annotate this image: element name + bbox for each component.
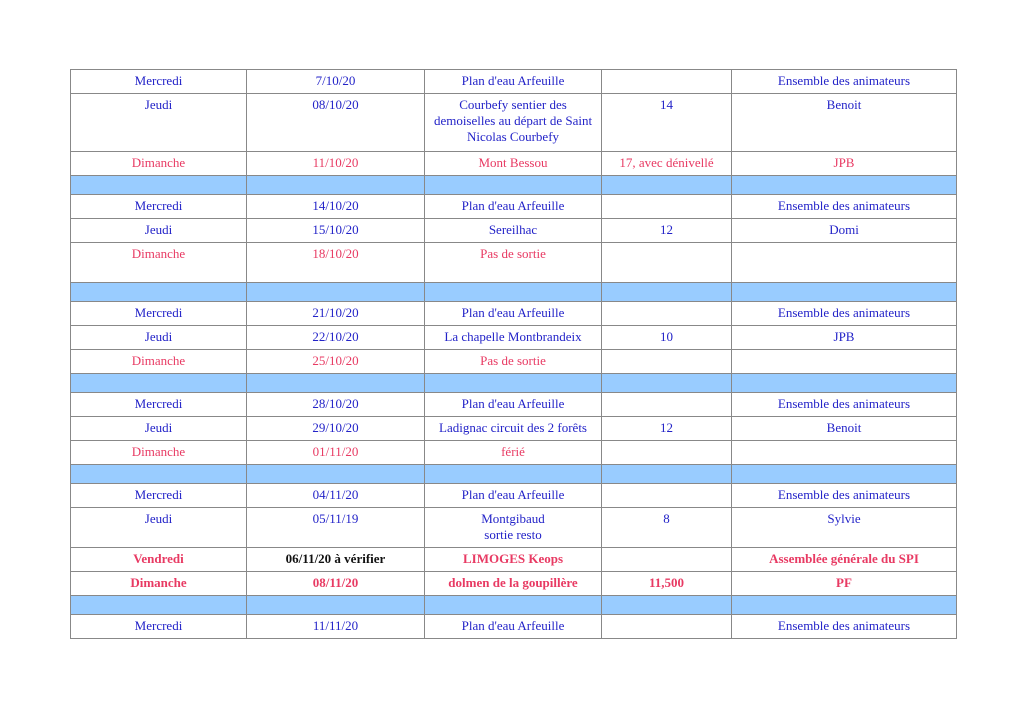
separator-cell [247,596,425,615]
separator-cell [247,374,425,393]
leader-cell: Benoit [732,94,957,152]
location-cell: Pas de sortie [425,243,602,283]
day-cell: Mercredi [71,302,247,326]
location-cell: La chapelle Montbrandeix [425,326,602,350]
separator-cell [602,283,732,302]
outing-row [71,152,957,176]
date-cell: 15/10/20 [247,219,425,243]
outing-row [71,350,957,374]
date-cell: 18/10/20 [247,243,425,283]
separator-cell [425,596,602,615]
leader-cell: JPB [732,326,957,350]
location-cell: Plan d'eau Arfeuille [425,195,602,219]
date-cell: 29/10/20 [247,417,425,441]
day-cell: Dimanche [71,350,247,374]
date-cell: 11/11/20 [247,615,425,639]
day-cell: Mercredi [71,70,247,94]
distance-cell: 10 [602,326,732,350]
week-separator-row [71,596,957,615]
distance-cell [602,441,732,465]
leader-cell: Ensemble des animateurs [732,393,957,417]
outing-row [71,195,957,219]
day-cell: Mercredi [71,393,247,417]
outing-row [71,326,957,350]
outing-row [71,548,957,572]
distance-cell: 11,500 [602,572,732,596]
date-cell: 01/11/20 [247,441,425,465]
separator-cell [425,283,602,302]
day-cell: Jeudi [71,508,247,548]
date-cell: 06/11/20 à vérifier [247,548,425,572]
distance-cell [602,243,732,283]
distance-cell [602,195,732,219]
day-cell: Dimanche [71,243,247,283]
date-cell: 7/10/20 [247,70,425,94]
leader-cell: Sylvie [732,508,957,548]
location-cell: Montgibaud sortie resto [425,508,602,548]
date-cell: 11/10/20 [247,152,425,176]
location-cell: Plan d'eau Arfeuille [425,70,602,94]
separator-cell [71,283,247,302]
outing-row [71,70,957,94]
day-cell: Jeudi [71,94,247,152]
location-cell: Sereilhac [425,219,602,243]
leader-cell: Ensemble des animateurs [732,615,957,639]
location-cell: dolmen de la goupillère [425,572,602,596]
location-cell: Pas de sortie [425,350,602,374]
separator-cell [602,465,732,484]
outing-row [71,94,957,152]
location-cell: Courbefy sentier des demoiselles au départ de Saint Nicolas Courbefy [425,94,602,152]
location-cell: LIMOGES Keops [425,548,602,572]
separator-cell [602,176,732,195]
date-cell: 22/10/20 [247,326,425,350]
date-cell: 25/10/20 [247,350,425,374]
location-cell: Ladignac circuit des 2 forêts [425,417,602,441]
distance-cell [602,484,732,508]
distance-cell: 8 [602,508,732,548]
outing-row [71,615,957,639]
date-cell: 21/10/20 [247,302,425,326]
separator-cell [425,176,602,195]
day-cell: Mercredi [71,615,247,639]
separator-cell [425,465,602,484]
outing-row [71,508,957,548]
date-cell: 04/11/20 [247,484,425,508]
location-cell: Plan d'eau Arfeuille [425,484,602,508]
day-cell: Mercredi [71,484,247,508]
distance-cell [602,615,732,639]
day-cell: Dimanche [71,152,247,176]
separator-cell [247,176,425,195]
leader-cell [732,350,957,374]
outing-row [71,302,957,326]
separator-cell [71,596,247,615]
outing-row [71,441,957,465]
day-cell: Vendredi [71,548,247,572]
day-cell: Dimanche [71,572,247,596]
separator-cell [732,465,957,484]
leader-cell [732,243,957,283]
outing-row [71,484,957,508]
separator-cell [732,176,957,195]
date-cell: 28/10/20 [247,393,425,417]
separator-cell [602,596,732,615]
date-cell: 14/10/20 [247,195,425,219]
separator-cell [247,465,425,484]
schedule-body [71,70,957,639]
day-cell: Jeudi [71,417,247,441]
week-separator-row [71,465,957,484]
separator-cell [732,374,957,393]
separator-cell [71,465,247,484]
outing-row [71,393,957,417]
separator-cell [425,374,602,393]
location-cell: férié [425,441,602,465]
day-cell: Jeudi [71,219,247,243]
leader-cell: JPB [732,152,957,176]
date-cell: 08/10/20 [247,94,425,152]
outing-row [71,219,957,243]
distance-cell: 17, avec dénivellé [602,152,732,176]
leader-cell: PF [732,572,957,596]
leader-cell: Assemblée générale du SPI [732,548,957,572]
leader-cell: Ensemble des animateurs [732,195,957,219]
distance-cell: 14 [602,94,732,152]
distance-cell [602,302,732,326]
location-cell: Mont Bessou [425,152,602,176]
distance-cell [602,350,732,374]
separator-cell [732,596,957,615]
location-cell: Plan d'eau Arfeuille [425,615,602,639]
separator-cell [247,283,425,302]
location-cell: Plan d'eau Arfeuille [425,393,602,417]
day-cell: Dimanche [71,441,247,465]
distance-cell: 12 [602,219,732,243]
location-cell: Plan d'eau Arfeuille [425,302,602,326]
week-separator-row [71,176,957,195]
leader-cell: Benoit [732,417,957,441]
day-cell: Mercredi [71,195,247,219]
leader-cell [732,441,957,465]
date-cell: 08/11/20 [247,572,425,596]
day-cell: Jeudi [71,326,247,350]
outing-row [71,417,957,441]
distance-cell [602,548,732,572]
separator-cell [71,374,247,393]
week-separator-row [71,374,957,393]
leader-cell: Ensemble des animateurs [732,70,957,94]
week-separator-row [71,283,957,302]
leader-cell: Ensemble des animateurs [732,302,957,326]
leader-cell: Ensemble des animateurs [732,484,957,508]
separator-cell [602,374,732,393]
distance-cell [602,70,732,94]
date-cell: 05/11/19 [247,508,425,548]
outing-row [71,243,957,283]
separator-cell [732,283,957,302]
distance-cell: 12 [602,417,732,441]
leader-cell: Domi [732,219,957,243]
distance-cell [602,393,732,417]
outings-schedule-table [70,69,957,639]
outing-row [71,572,957,596]
separator-cell [71,176,247,195]
